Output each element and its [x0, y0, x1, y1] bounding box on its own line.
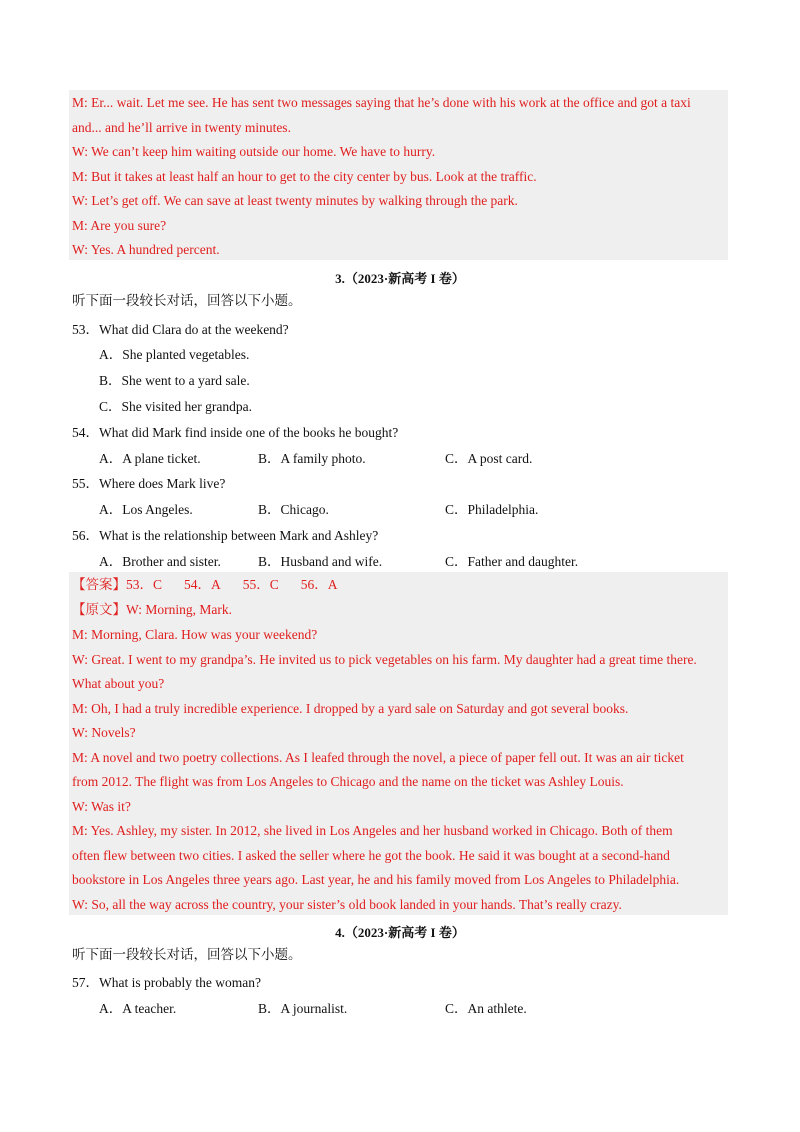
transcript-line: W: Let’s get off. We can save at least twenty minutes by walking through the park. [72, 193, 518, 208]
option: B．A family photo. [258, 451, 366, 466]
option: C．A post card. [445, 451, 533, 466]
transcript-line: W: So, all the way across the country, your sister’s old book landed in your hands. That’s really crazy. [72, 897, 622, 912]
transcript-line: bookstore in Los Angeles three years ago. Last year, he and his family moved from Los Angeles to Philadelphia. [72, 872, 680, 887]
section-instruction: 听下面一段较长对话，回答以下小题。 [72, 293, 302, 308]
option: B．Chicago. [258, 502, 329, 517]
option: C．She visited her grandpa. [99, 399, 252, 414]
option: C．An athlete. [445, 1001, 527, 1016]
transcript-line: M: Yes. Ashley, my sister. In 2012, she lived in Los Angeles and her husband worked in Chicago. Both of them [72, 823, 673, 838]
section-instruction: 听下面一段较长对话，回答以下小题。 [72, 947, 302, 962]
section-title: 3.（2023·新高考 I 卷） [335, 271, 465, 286]
section-title: 4.（2023·新高考 I 卷） [335, 925, 465, 940]
option: A．A plane ticket. [99, 451, 201, 466]
answer-value: 56．A [300, 577, 338, 592]
option: C．Philadelphia. [445, 502, 539, 517]
option: A．She planted vegetables. [99, 347, 250, 362]
answer-value: 55．C [242, 577, 279, 592]
transcript-line: M: Er... wait. Let me see. He has sent two messages saying that he’s done with his work at the office and got a taxi [72, 95, 691, 110]
question-stem: 54．What did Mark find inside one of the books he bought? [72, 425, 399, 440]
transcript-line [72, 601, 232, 619]
transcript-line: W: We can’t keep him waiting outside our home. We have to hurry. [72, 144, 436, 159]
question-stem: 56．What is the relationship between Mark and Ashley? [72, 528, 379, 543]
option: A．Los Angeles. [99, 502, 193, 517]
answer-value: 54．A [184, 577, 221, 592]
transcript-line: W: Was it? [72, 799, 131, 814]
transcript-line: W: Novels? [72, 725, 136, 740]
transcript-line: W: Great. I went to my grandpa’s. He invited us to pick vegetables on his farm. My daughter had a great time there. [72, 652, 697, 667]
transcript-line: What about you? [72, 676, 165, 691]
option: B．A journalist. [258, 1001, 348, 1016]
transcript-line: M: But it takes at least half an hour to get to the city center by bus. Look at the traffic. [72, 169, 537, 184]
transcript-line: M: Oh, I had a truly incredible experience. I dropped by a yard sale on Saturday and got several books. [72, 701, 629, 716]
question-stem: 55．Where does Mark live? [72, 476, 226, 491]
transcript-line: M: Morning, Clara. How was your weekend? [72, 627, 318, 642]
option: C．Father and daughter. [445, 554, 579, 569]
question-stem: 53．What did Clara do at the weekend? [72, 322, 289, 337]
transcript-line: W: Yes. A hundred percent. [72, 242, 220, 257]
transcript-tag: 【原文】 [72, 602, 126, 617]
transcript-line: M: Are you sure? [72, 218, 167, 233]
transcript-line: M: A novel and two poetry collections. As I leafed through the novel, a piece of paper fell out. It was an air ticket [72, 750, 684, 765]
option: B．Husband and wife. [258, 554, 383, 569]
answer-line [72, 576, 338, 594]
transcript-line: and... and he’ll arrive in twenty minutes. [72, 120, 291, 135]
transcript-line: often flew between two cities. I asked the seller where he got the book. He said it was bought at a second-hand [72, 848, 670, 863]
option: B．She went to a yard sale. [99, 373, 250, 388]
answer-tag: 【答案】 [72, 577, 126, 592]
question-stem: 57．What is probably the woman? [72, 975, 261, 990]
answer-value: 53．C [126, 577, 163, 592]
option: A．A teacher. [99, 1001, 177, 1016]
transcript-first-line: W: Morning, Mark. [126, 602, 232, 617]
transcript-line: from 2012. The flight was from Los Angeles to Chicago and the name on the ticket was Ashley Louis. [72, 774, 624, 789]
option: A．Brother and sister. [99, 554, 221, 569]
